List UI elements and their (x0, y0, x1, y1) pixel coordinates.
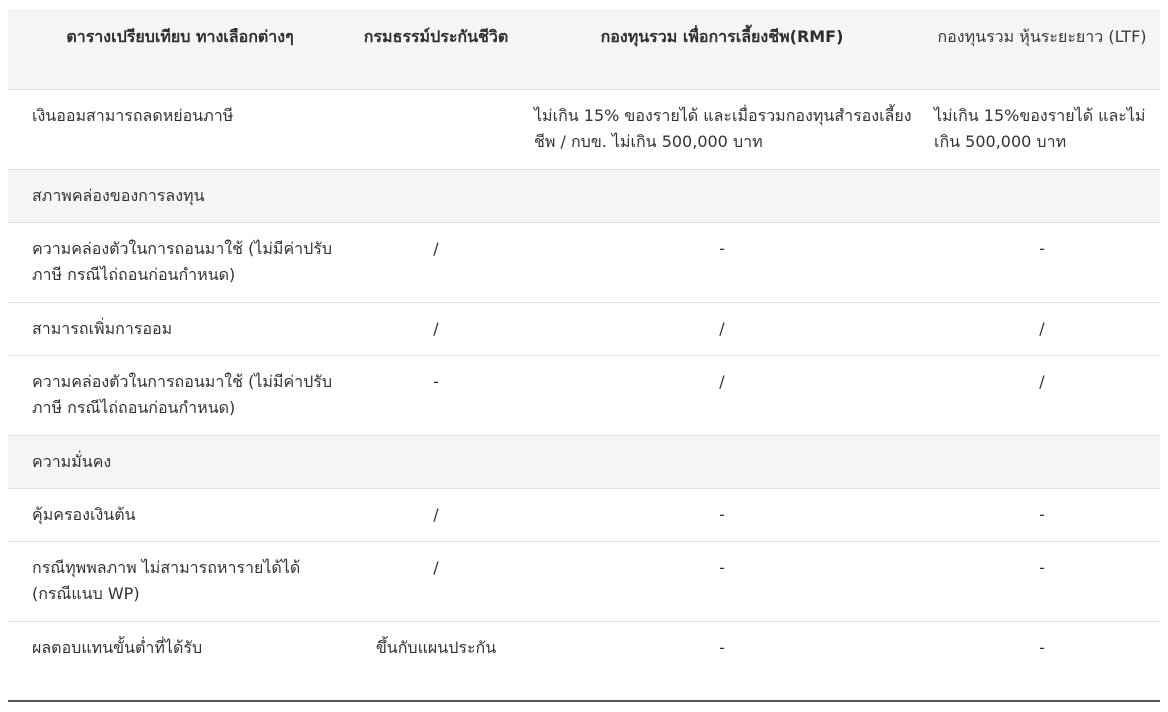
cell-rmf: - (719, 504, 725, 524)
cell-ltf: / (1039, 371, 1045, 391)
table-header (8, 9, 1160, 89)
cell-insurance: / (433, 504, 439, 524)
cell-insurance (352, 89, 520, 169)
cell-rmf: / (719, 318, 725, 338)
cell-insurance: / (433, 557, 439, 577)
cell-rmf: - (719, 637, 725, 657)
cell-insurance: / (433, 318, 439, 338)
cell-rmf: - (719, 238, 725, 258)
table-row (8, 488, 1160, 541)
cell-rmf: / (719, 371, 725, 391)
cell-insurance: / (433, 238, 439, 258)
table-row (8, 355, 1160, 435)
comparison-table-container (8, 9, 1160, 702)
section-empty-cell (352, 435, 520, 488)
table-row (8, 222, 1160, 302)
table-row (8, 621, 1160, 701)
cell-rmf: ไม่เกิน 15% ของรายได้ และเมื่อรวมกองทุนสำรองเลี้ยงชีพ / กบข. ไม่เกิน 500,000 บาท (534, 105, 912, 151)
header-rmf: กองทุนรวม เพื่อการเลี้ยงชีพ(RMF) (600, 27, 844, 46)
section-empty-cell (924, 435, 1160, 488)
cell-ltf: - (1039, 637, 1045, 657)
cell-insurance: ขึ้นกับแผนประกัน (375, 637, 497, 657)
table-row (8, 302, 1160, 355)
section-row (8, 435, 1160, 488)
row-label: ความคล่องตัวในการถอนมาใช้ (ไม่มีค่าปรับภาษี กรณีไถ่ถอนก่อนกำหนด) (32, 371, 333, 417)
section-empty-cell (352, 169, 520, 222)
cell-ltf: / (1039, 318, 1045, 338)
section-label-liquidity: สภาพคล่องของการลงทุน (8, 169, 352, 222)
header-row (8, 9, 1160, 89)
row-label: สามารถเพิ่มการออม (32, 318, 173, 338)
table-row (8, 89, 1160, 169)
row-label: ความคล่องตัวในการถอนมาใช้ (ไม่มีค่าปรับภาษี กรณีไถ่ถอนก่อนกำหนด) (32, 238, 333, 284)
row-label: เงินออมสามารถลดหย่อนภาษี (32, 105, 234, 125)
row-label: กรณีทุพพลภาพ ไม่สามารถหารายได้ได้ (กรณีแนบ WP) (32, 557, 301, 603)
cell-insurance: - (433, 371, 439, 391)
section-empty-cell (520, 435, 924, 488)
cell-ltf: ไม่เกิน 15%ของรายได้ และไม่เกิน 500,000 บาท (934, 105, 1146, 151)
section-row (8, 169, 1160, 222)
table-body (8, 89, 1160, 701)
header-comparison: ตารางเปรียบเทียบ ทางเลือกต่างๆ (66, 27, 294, 46)
section-empty-cell (520, 169, 924, 222)
header-ltf: กองทุนรวม หุ้นระยะยาว (LTF) (937, 27, 1147, 46)
section-empty-cell (924, 169, 1160, 222)
comparison-table (8, 9, 1160, 702)
cell-ltf: - (1039, 504, 1045, 524)
cell-ltf: - (1039, 557, 1045, 577)
cell-rmf: - (719, 557, 725, 577)
row-label: ผลตอบแทนขั้นต่ำที่ได้รับ (32, 637, 203, 657)
cell-ltf: - (1039, 238, 1045, 258)
row-label: คุ้มครองเงินต้น (32, 504, 136, 524)
table-row (8, 541, 1160, 621)
header-insurance-policy: กรมธรรม์ประกันชีวิต (363, 27, 509, 46)
section-label-security: ความมั่นคง (8, 435, 352, 488)
